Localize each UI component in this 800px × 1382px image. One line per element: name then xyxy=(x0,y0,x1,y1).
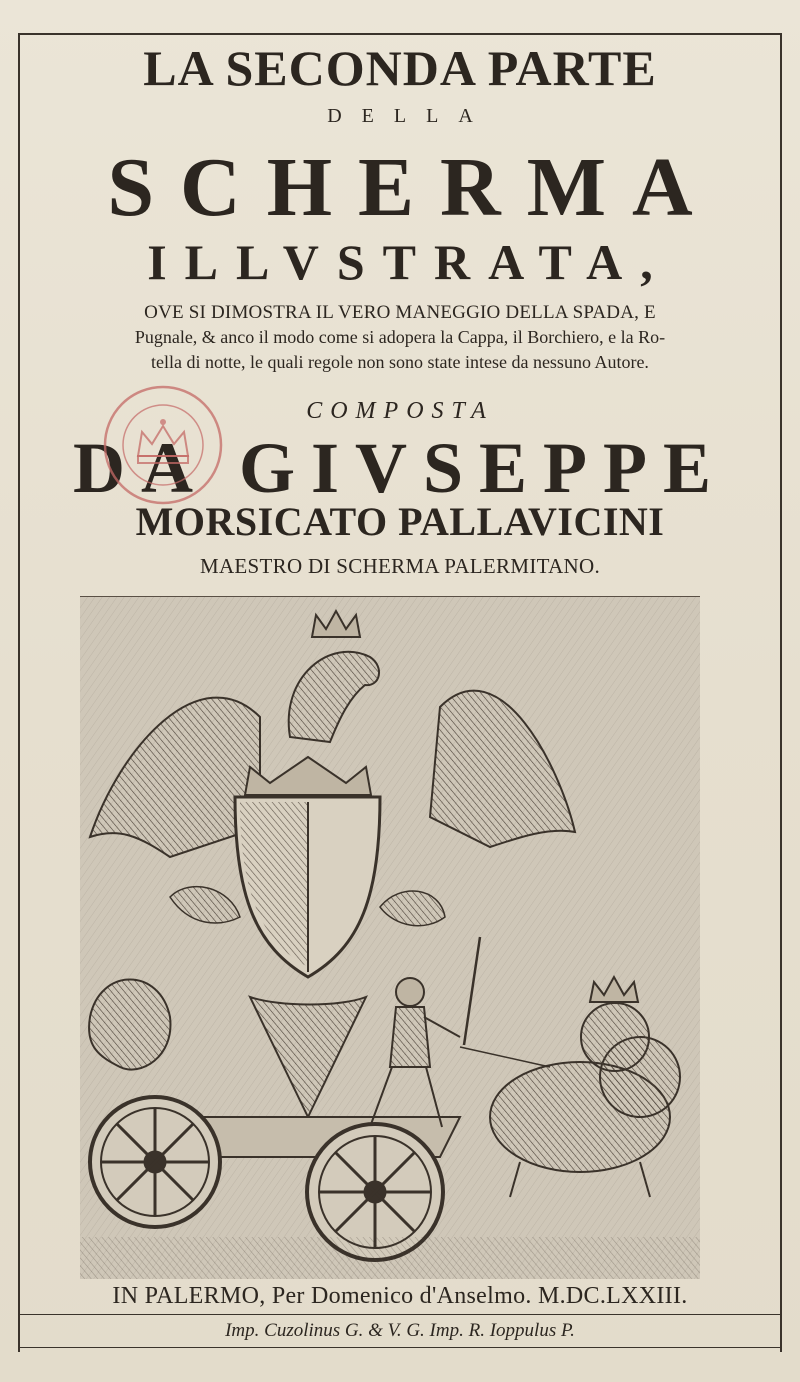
title-line-4: ILLVSTRATA, xyxy=(147,234,671,290)
author-line-3: MAESTRO DI SCHERMA PALERMITANO. xyxy=(199,554,601,578)
author-line-2: MORSICATO PALLAVICINI xyxy=(135,499,665,544)
imprimatur-line: Imp. Cuzolinus G. & V. G. Imp. R. Ioppulus P. xyxy=(225,1320,575,1341)
chariot-scroll xyxy=(89,980,170,1070)
composta-label: COMPOSTA xyxy=(306,398,494,424)
frame-top-rule xyxy=(18,33,782,35)
description-line-1: OVE SI DIMOSTRA IL VERO MANEGGIO DELLA SPADA, E xyxy=(144,302,656,323)
description-line-3: tella di notte, le quali regole non sono state intese da nessuno Autore. xyxy=(151,352,649,372)
frame-left-rule xyxy=(18,33,20,1352)
chariot-wheel-left xyxy=(90,1097,220,1227)
library-stamp xyxy=(98,380,228,510)
imprint-rule-top xyxy=(18,1314,782,1315)
imprint-rule-bottom xyxy=(18,1347,782,1348)
crown-icon xyxy=(138,426,188,456)
description xyxy=(24,300,776,375)
title-main: SCHERMA xyxy=(107,141,719,234)
author-line-1: DA GIVSEPPE xyxy=(72,428,728,508)
description-line-2: Pugnale, & anco il modo come si adopera la Cappa, il Borchiero, e la Ro- xyxy=(134,327,666,347)
engraving-illustration xyxy=(80,596,700,1279)
title-line-2: DELLA xyxy=(327,105,493,127)
imprint-line: IN PALERMO, Per Domenico d'Anselmo. M.DC.LXXIII. xyxy=(112,1283,688,1309)
title-line-1: LA SECONDA PARTE xyxy=(143,40,657,96)
frame-right-rule xyxy=(780,33,782,1352)
